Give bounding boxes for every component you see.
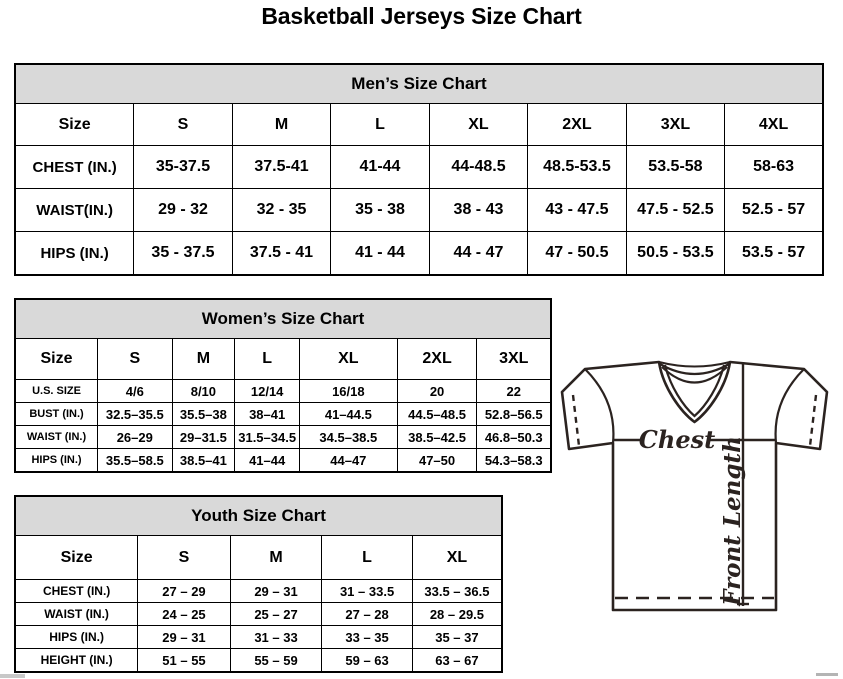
column-header: Size bbox=[15, 104, 134, 146]
size-value: 58-63 bbox=[725, 146, 823, 189]
table-row bbox=[15, 580, 502, 603]
page-title: Basketball Jerseys Size Chart bbox=[261, 3, 582, 29]
table-row bbox=[15, 626, 502, 649]
size-value: 37.5-41 bbox=[232, 146, 330, 189]
size-value: 47–50 bbox=[397, 449, 477, 473]
size-value: 53.5-58 bbox=[626, 146, 724, 189]
size-value: 33.5 – 36.5 bbox=[412, 580, 502, 603]
column-header: XL bbox=[429, 104, 527, 146]
row-label: WAIST (IN.) bbox=[15, 426, 98, 449]
chest-label: Chest bbox=[638, 425, 716, 454]
size-value: 27 – 28 bbox=[322, 603, 413, 626]
size-value: 53.5 - 57 bbox=[725, 232, 823, 276]
row-label: HEIGHT (IN.) bbox=[15, 649, 138, 673]
jersey-outline-icon bbox=[556, 358, 838, 620]
column-header: 3XL bbox=[477, 339, 551, 380]
row-label: BUST (IN.) bbox=[15, 403, 98, 426]
column-header: S bbox=[134, 104, 232, 146]
front-length-label: Front Length bbox=[719, 436, 746, 606]
table-row bbox=[15, 189, 823, 232]
size-value: 24 – 25 bbox=[138, 603, 231, 626]
size-value: 38 - 43 bbox=[429, 189, 527, 232]
column-header: 4XL bbox=[725, 104, 823, 146]
row-label: CHEST (IN.) bbox=[15, 146, 134, 189]
row-label: CHEST (IN.) bbox=[15, 580, 138, 603]
table-row bbox=[15, 380, 551, 403]
table-row bbox=[15, 649, 502, 673]
column-header: S bbox=[98, 339, 173, 380]
size-value: 50.5 - 53.5 bbox=[626, 232, 724, 276]
row-label: WAIST (IN.) bbox=[15, 603, 138, 626]
size-value: 29 – 31 bbox=[230, 580, 322, 603]
size-value: 44–47 bbox=[300, 449, 398, 473]
size-value: 48.5-53.5 bbox=[528, 146, 626, 189]
size-value: 59 – 63 bbox=[322, 649, 413, 673]
size-value: 31 – 33.5 bbox=[322, 580, 413, 603]
column-header: XL bbox=[300, 339, 398, 380]
size-value: 29 – 31 bbox=[138, 626, 231, 649]
column-header: M bbox=[232, 104, 330, 146]
size-value: 20 bbox=[397, 380, 477, 403]
size-value: 35 - 37.5 bbox=[134, 232, 232, 276]
size-value: 34.5–38.5 bbox=[300, 426, 398, 449]
column-header: 2XL bbox=[397, 339, 477, 380]
column-header: L bbox=[235, 339, 300, 380]
column-header: Size bbox=[15, 536, 138, 580]
size-value: 29 - 32 bbox=[134, 189, 232, 232]
size-value: 38–41 bbox=[235, 403, 300, 426]
size-value: 12/14 bbox=[235, 380, 300, 403]
size-value: 35.5–58.5 bbox=[98, 449, 173, 473]
size-value: 41-44 bbox=[331, 146, 429, 189]
table-row bbox=[15, 603, 502, 626]
size-value: 33 – 35 bbox=[322, 626, 413, 649]
size-value: 38.5–42.5 bbox=[397, 426, 477, 449]
size-value: 25 – 27 bbox=[230, 603, 322, 626]
table-row bbox=[15, 449, 551, 473]
size-value: 32.5–35.5 bbox=[98, 403, 173, 426]
size-value: 44.5–48.5 bbox=[397, 403, 477, 426]
size-value: 44 - 47 bbox=[429, 232, 527, 276]
size-value: 35 – 37 bbox=[412, 626, 502, 649]
womens_chart-title: Women’s Size Chart bbox=[15, 299, 551, 339]
table-row bbox=[15, 232, 823, 276]
cropped-fragment-left bbox=[0, 674, 25, 678]
column-header: 3XL bbox=[626, 104, 724, 146]
size-value: 28 – 29.5 bbox=[412, 603, 502, 626]
size-value: 38.5–41 bbox=[172, 449, 235, 473]
row-label: HIPS (IN.) bbox=[15, 626, 138, 649]
size-value: 46.8–50.3 bbox=[477, 426, 551, 449]
row-label: HIPS (IN.) bbox=[15, 232, 134, 276]
size-value: 35.5–38 bbox=[172, 403, 235, 426]
size-value: 37.5 - 41 bbox=[232, 232, 330, 276]
size-value: 31.5–34.5 bbox=[235, 426, 300, 449]
size-value: 32 - 35 bbox=[232, 189, 330, 232]
size-value: 26–29 bbox=[98, 426, 173, 449]
size-value: 27 – 29 bbox=[138, 580, 231, 603]
size-value: 51 – 55 bbox=[138, 649, 231, 673]
size-value: 8/10 bbox=[172, 380, 235, 403]
column-header: L bbox=[322, 536, 413, 580]
column-header: Size bbox=[15, 339, 98, 380]
column-header: 2XL bbox=[528, 104, 626, 146]
size-value: 35-37.5 bbox=[134, 146, 232, 189]
size-value: 35 - 38 bbox=[331, 189, 429, 232]
size-value: 41–44 bbox=[235, 449, 300, 473]
column-header: M bbox=[172, 339, 235, 380]
size-value: 31 – 33 bbox=[230, 626, 322, 649]
size-value: 63 – 67 bbox=[412, 649, 502, 673]
size-value: 29–31.5 bbox=[172, 426, 235, 449]
youth_chart-title: Youth Size Chart bbox=[15, 496, 502, 536]
mens-size-chart-table bbox=[14, 63, 824, 276]
size-value: 22 bbox=[477, 380, 551, 403]
size-value: 52.5 - 57 bbox=[725, 189, 823, 232]
size-value: 41–44.5 bbox=[300, 403, 398, 426]
size-value: 47 - 50.5 bbox=[528, 232, 626, 276]
column-header: L bbox=[331, 104, 429, 146]
size-value: 43 - 47.5 bbox=[528, 189, 626, 232]
column-header: S bbox=[138, 536, 231, 580]
row-label: U.S. SIZE bbox=[15, 380, 98, 403]
mens_chart-title: Men’s Size Chart bbox=[15, 64, 823, 104]
size-value: 54.3–58.3 bbox=[477, 449, 551, 473]
youth-size-chart-table bbox=[14, 495, 503, 673]
column-header: XL bbox=[412, 536, 502, 580]
table-row bbox=[15, 146, 823, 189]
size-value: 4/6 bbox=[98, 380, 173, 403]
womens-size-chart-table bbox=[14, 298, 552, 473]
cropped-fragment-right bbox=[816, 673, 838, 676]
table-row bbox=[15, 403, 551, 426]
size-value: 55 – 59 bbox=[230, 649, 322, 673]
size-value: 44-48.5 bbox=[429, 146, 527, 189]
size-value: 47.5 - 52.5 bbox=[626, 189, 724, 232]
row-label: HIPS (IN.) bbox=[15, 449, 98, 473]
jersey-measurement-diagram bbox=[556, 358, 838, 620]
size-value: 41 - 44 bbox=[331, 232, 429, 276]
size-value: 16/18 bbox=[300, 380, 398, 403]
table-row bbox=[15, 426, 551, 449]
row-label: WAIST(IN.) bbox=[15, 189, 134, 232]
size-value: 52.8–56.5 bbox=[477, 403, 551, 426]
column-header: M bbox=[230, 536, 322, 580]
